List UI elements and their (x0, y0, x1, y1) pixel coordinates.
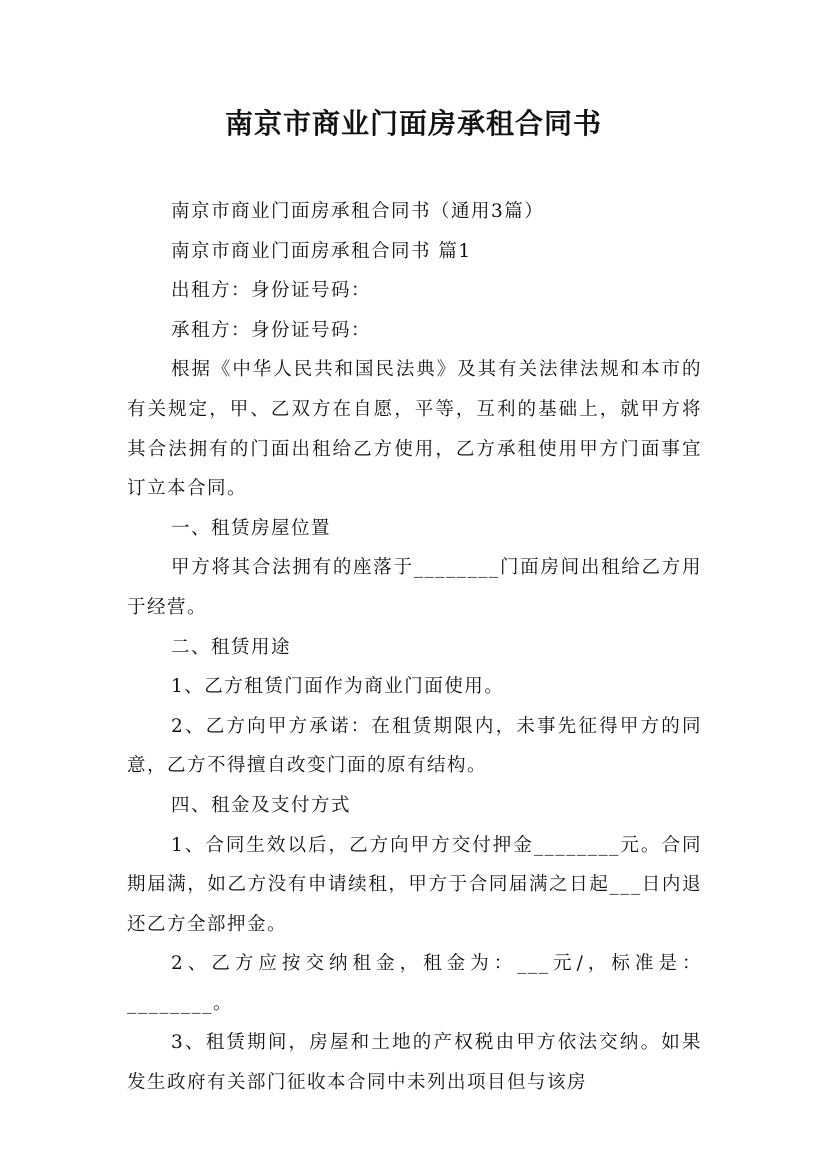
paragraph-usage-1: 1、乙方租赁门面作为商业门面使用。 (171, 676, 505, 698)
document-body (127, 192, 702, 1103)
paragraph-section-title: 南京市商业门面房承租合同书 篇1 (171, 240, 472, 262)
paragraph-lessee: 承租方：身份证号码： (171, 319, 372, 341)
paragraph-rent-3: 3、租赁期间，房屋和土地的产权税由甲方依法交纳。如果发生政府有关部门征收本合同中未列出项目但与该房 (127, 1032, 702, 1094)
paragraph-preamble: 根据《中华人民共和国民法典》及其有关法律法规和本市的有关规定，甲、乙双方在自愿，平等，互利的基础上，就甲方将其合法拥有的门面出租给乙方使用，乙方承租使用甲方门面事宜订立本合同。 (127, 359, 702, 500)
paragraph-collection-title: 南京市商业门面房承租合同书（通用3篇） (171, 201, 545, 222)
heading-usage: 二、租赁用途 (171, 636, 292, 658)
heading-location: 一、租赁房屋位置 (171, 517, 332, 539)
paragraph-usage-2: 2、乙方向甲方承诺：在租赁期限内，未事先征得甲方的同意，乙方不得擅自改变门面的原有结构。 (127, 715, 702, 777)
paragraph-rent-2: 2、乙方应按交纳租金，租金为：___元/，标准是：________。 (127, 953, 702, 1014)
document-title: 南京市商业门面房承租合同书 (224, 107, 602, 140)
paragraph-location: 甲方将其合法拥有的座落于________门面房间出租给乙方用于经营。 (127, 557, 702, 618)
heading-rent: 四、租金及支付方式 (171, 794, 352, 816)
paragraph-lessor: 出租方：身份证号码： (171, 280, 372, 302)
paragraph-rent-1: 1、合同生效以后，乙方向甲方交付押金________元。合同期届满，如乙方没有申请续租，甲方于合同届满之日起___日内退还乙方全部押金。 (127, 834, 702, 935)
